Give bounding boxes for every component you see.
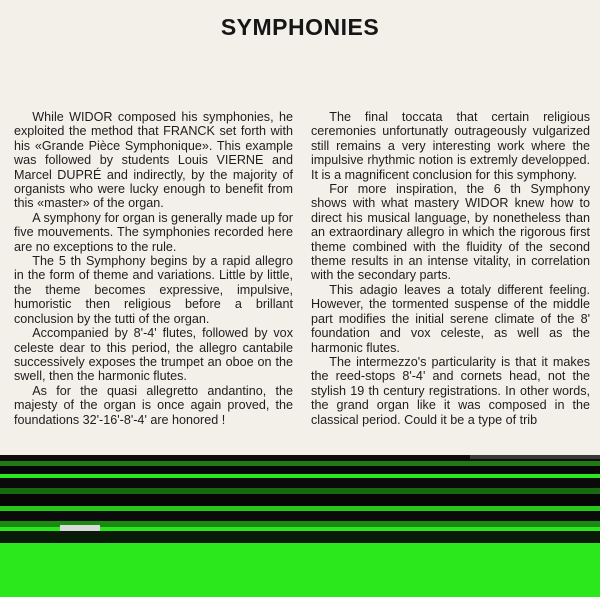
right-paragraph-1: The final toccata that certain religious ceremonies unfortunatly outrageously vulgarized still remains a very interesting work where the impulsive rhythmic notion is extremly developped. It is a magnificent conclusion for this symphony. (311, 110, 590, 182)
left-paragraph-5: As for the quasi allegretto andantino, the majesty of the organ is once again proved, the foundations 32'-16'-8'-4' are honored ! (14, 383, 293, 427)
right-paragraph-4: The intermezzo's particularity is that it makes the reed-stops 8'-4' and cornets head, not the stylish 19 th century registrations. In other words, the grand organ like it was composed in the classical period. Could it be a type of trib (311, 354, 590, 427)
left-paragraph-3: The 5 th Symphony begins by a rapid allegro in the form of theme and variations. Little by little, the theme becomes expressive, impulsive, humoristic then religious before a brillant conclusion by the tutti of the organ. (14, 254, 293, 326)
corrupted-image-region (0, 455, 600, 597)
right-paragraph-2: For more inspiration, the 6 th Symphony shows with what mastery WIDOR knew how to direct his musical language, by nonetheless than an extraordinary allegro in which the rigorous first theme combined with the fluidity of the second theme results in an intense vitality, in correlation with the secondary parts. (311, 182, 590, 283)
left-paragraph-4: Accompanied by 8'-4' flutes, followed by vox celeste dear to this period, the allegro cantabile successively exposes the trumpet an oboe on the swell, then the harmonic flutes. (14, 326, 293, 384)
left-column (14, 110, 293, 427)
right-paragraph-3: This adagio leaves a totaly different feeling. However, the tormented suspense of the middle part modifies the initial serene climate of the 8' foundation and vox celeste, as well as the harmonic flutes. (311, 282, 590, 355)
left-paragraph-2: A symphony for organ is generally made up for five mouvements. The symphonies recorded here are no exceptions to the rule. (14, 210, 293, 254)
right-column (311, 110, 590, 427)
left-paragraph-1: While WIDOR composed his symphonies, he exploited the method that FRANCK set forth with his «Grande Pièce Symphonique». This example was followed by students Louis VIERNE and Marcel DUPRÉ and indirectly, by the majority of organists who were lucky enough to benefit from this «master» of the organ. (14, 110, 293, 211)
page-title: SYMPHONIES (220, 14, 380, 40)
